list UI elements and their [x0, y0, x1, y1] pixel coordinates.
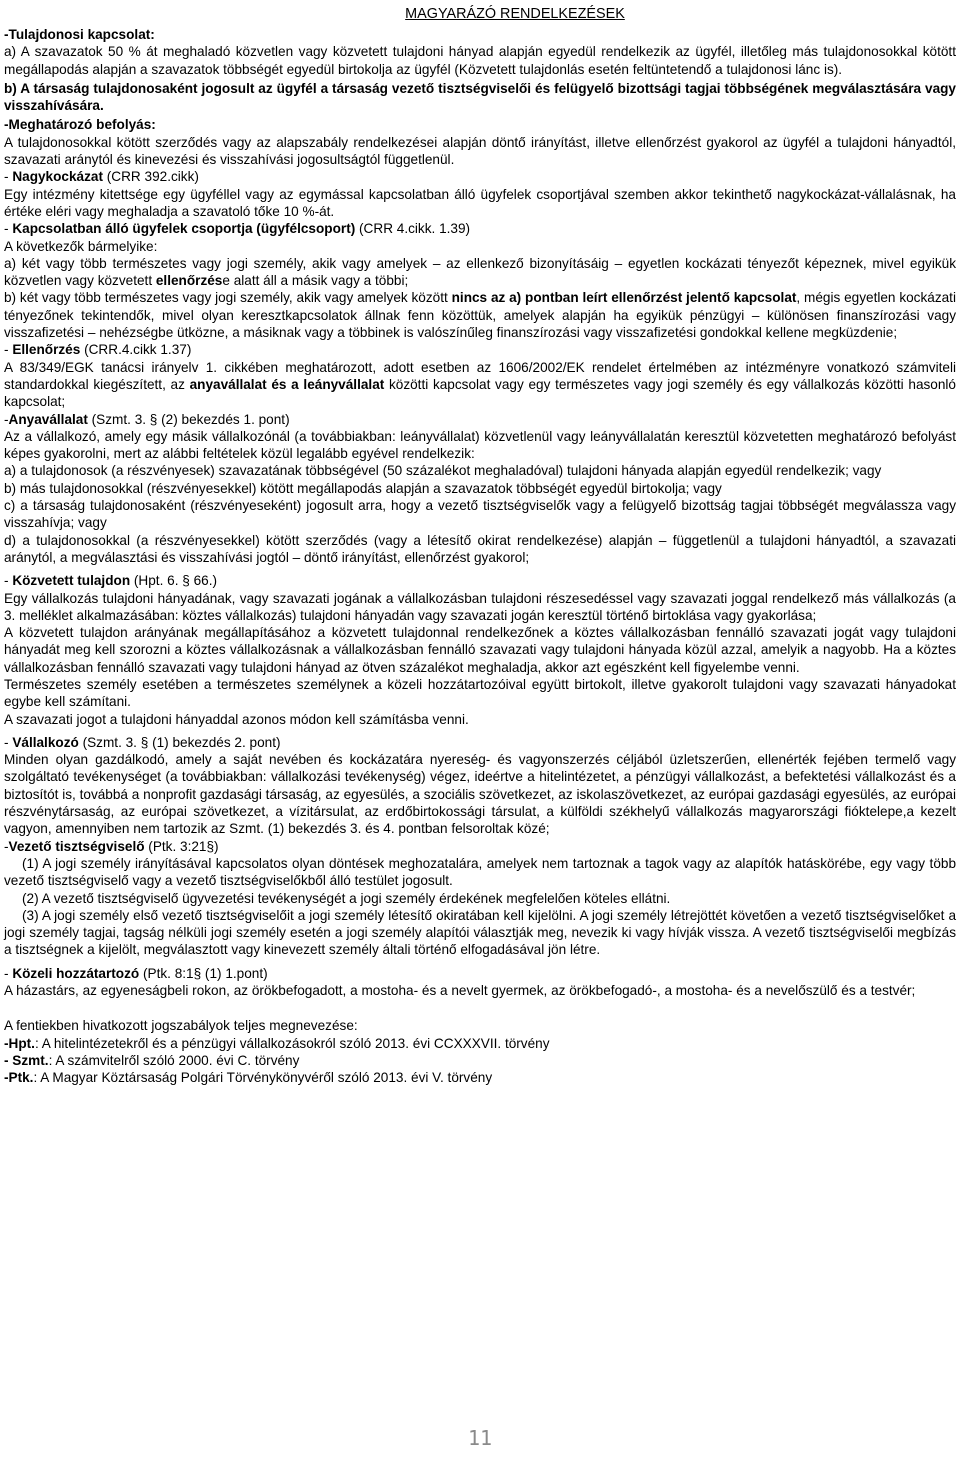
section-heading-control: - Ellenőrzés (CRR.4.cikk 1.37) — [4, 342, 192, 358]
term-close-relative: Közeli hozzátartozó — [12, 965, 140, 981]
section-heading-large-exposure: - Nagykockázat (CRR 392.cikk) — [4, 169, 199, 185]
law-ptk: -Ptk.: A Magyar Köztársaság Polgári Törvénykönyvéről szóló 2013. évi V. törvény — [4, 1070, 493, 1086]
term-control: Ellenőrzés — [12, 342, 81, 358]
term-client-group: Kapcsolatban álló ügyfelek csoportja (ügyfélcsoport) — [12, 221, 356, 237]
parent-company-intro: Az a vállalkozó, amely egy másik vállalkozónál (a továbbiakban: leányvállalat) közvetlenül vagy leányvállalatán keresztül közvetetten meghatározó befolyást képes gyakorolni, mert az alábbi feltételek közül legalább egyével rendelkezik: — [4, 428, 956, 462]
client-group-intro: A következők bármelyike: — [4, 238, 158, 254]
term-parent-company: Anyavállalat — [8, 411, 88, 427]
section-heading-indirect-ownership: - Közvetett tulajdon (Hpt. 6. § 66.) — [4, 573, 218, 589]
large-exposure-text: Egy intézmény kitettsége egy ügyféllel vagy az egymással kapcsolatban álló ügyfelek csoportjával szemben akkor tekinthető nagykockázat-vállalásnak, ha értéke eléri vagy meghaladja a szavatoló tőke 10 %-át. — [4, 186, 956, 219]
indirect-ownership-paragraph: A közvetett tulajdon arányának megállapításához a közvetett tulajdonnal rendelkezőnek a köztes vállalkozásban fennálló szavazati jogát vagy tulajdoni hányadát meg kell szorozni a köztes vállalkozásnak a vállalkozásban fennálló szavazati vagy tulajdoni hányada közül azzal, amelyik a nagyobb. Ha a köztes vállalkozásban fennálló szavazati vagy tulajdoni hányad az ötven százalékot meghaladja, akkor azt egészként kell figyelembe venni. — [4, 625, 956, 675]
executive-officer-item: (1) A jogi személy irányításával kapcsolatos olyan döntések meghozatalára, amelyek nem tartoznak a tagok vagy az alapítók hatáskörébe, egy vagy több vezető tisztségviselő vagy a vezető tisztségviselőkből álló testület jogosult. — [4, 855, 956, 889]
term-large-exposure: Nagykockázat — [12, 169, 103, 185]
page-number: 11 — [467, 1426, 493, 1450]
parent-company-item: c) a társaság tulajdonosaként (részvényeseként) jogosult arra, hogy a vezető tisztségviselők vagy a felügyelő bizottság tagjai többségét megválassza vagy visszahívja; vagy — [4, 498, 956, 531]
law-hpt: -Hpt.: A hitelintézetekről és a pénzügyi vállalkozásokról szóló 2013. évi CCXXXVII. törvény — [4, 1035, 550, 1051]
parent-company-item: a) a tulajdonosok (a részvényesek) szavazatának többségével (50 százalékot meghaladóval) tulajdoni hányada alapján egyedül rendelkezik; vagy — [4, 463, 882, 479]
client-group-point-b: b) két vagy több természetes vagy jogi személy, akik vagy amelyek között nincs az a) pontban leírt ellenőrzést jelentő kapcsolat, mégis egyetlen kockázati tényezőnek tekintendők, mivel olyan keresztkapcsolatok állnak fenn közöttük, amelyek alapján ha egyikük pénzügyi – különösen finanszírozási vagy visszafizetési – nehézségbe ütközne, a másiknak vagy a többinek is valószínűleg finanszírozási vagy visszafizetési gondokkal kellene megküzdenie; — [4, 290, 956, 341]
section-heading-entrepreneur: - Vállalkozó (Szmt. 3. § (1) bekezdés 2. pont) — [4, 734, 281, 750]
control-text: A 83/349/EGK tanácsi irányelv 1. cikkében meghatározott, adott esetben az 1606/2002/EK rendelet értelmében az intézményre vonatkozó számviteli standardokkal kiegészített, az anyavállalat és a leányvállalat közötti kapcsolat vagy egy természetes vagy jogi személy és egy vállalkozás közötti hasonló kapcsolat; — [4, 359, 956, 410]
section-heading-client-group: - Kapcsolatban álló ügyfelek csoportja (ügyfélcsoport) (CRR 4.cikk. 1.39) — [4, 221, 471, 237]
term-entrepreneur: Vállalkozó — [12, 734, 79, 750]
client-group-point-a: a) két vagy több természetes vagy jogi személy, akik vagy amelyek – az ellenkező bizonyításáig – egyetlen kockázati tényezőt képeznek, mivel egyikük közvetlen vagy közvetett ellenőrzése alatt áll a másik vagy a többi; — [4, 255, 956, 289]
term-executive-officer: Vezető tisztségviselő — [8, 838, 145, 854]
ownership-point-a: a) A szavazatok 50 % át meghaladó közvetlen vagy közvetett tulajdoni hányad alapján egyedül rendelkezik az ügyfél, illetőleg más tulajdonosokkal kötött megállapodás alapján a szavazatok többségét egyedül birtokolja az ügyfél (Közvetett tulajdonlás esetén feltüntetendő a tulajdonosi lánc is). — [4, 44, 956, 77]
close-relative-text: A házastárs, az egyeneságbeli rokon, az örökbefogadott, a mostoha- és a nevelt gyermek, az örökbefogadó-, a mostoha- és a nevelőszülő és a testvér; — [4, 983, 916, 999]
executive-officer-item: (3) A jogi személy első vezető tisztségviselőit a jogi személy létesítő okiratában kell kijelölni. A jogi személy létrejöttét követően a vezető tisztségviselőket a jogi személy tagjai, tagság nélküli jogi személy esetén a jogi személy alapítói választják meg, nevezik ki vagy hívják vissza. A vezető tisztségviselői megbízás a tisztségnek a kijelölt, megválasztott vagy kinevezett személy általi történő elfogadásával jön létre. — [4, 907, 956, 958]
section-heading-decisive-influence: -Meghatározó befolyás: — [4, 117, 156, 133]
laws-intro: A fentiekben hivatkozott jogszabályok teljes megnevezése: — [4, 1018, 358, 1034]
parent-company-item: b) más tulajdonosokkal (részvényesekkel) kötött megállapodás alapján a szavazatok többségét egyedül birtokolja; vagy — [4, 480, 722, 496]
section-heading-close-relative: - Közeli hozzátartozó (Ptk. 8:1§ (1) 1.pont) — [4, 965, 268, 981]
decisive-influence-text: A tulajdonosokkal kötött szerződés vagy az alapszabály rendelkezései alapján döntő irányítást, illetve ellenőrzést gyakorol az ügyfél a tulajdoni hányadtól, szavazati aránytól és kinevezési és visszahívási jogosultságtól függetlenül. — [4, 134, 956, 168]
executive-officer-item: (2) A vezető tisztségviselő ügyvezetési tevékenységét a jogi személy érdekének megfelelően köteles ellátni. — [22, 890, 671, 906]
section-heading-executive-officer: -Vezető tisztségviselő (Ptk. 3:21§) — [4, 838, 219, 854]
indirect-ownership-paragraph: Természetes személy esetében a természetes személynek a közeli hozzátartozóival együtt birtokolt, illetve gyakorolt tulajdoni vagy szavazati hányadokat egybe kell számítani. — [4, 676, 956, 710]
indirect-ownership-paragraph: A szavazati jogot a tulajdoni hányaddal azonos módon kell számításba venni. — [4, 711, 469, 727]
entrepreneur-text: Minden olyan gazdálkodó, amely a saját nevében és kockázatára nyereség- és vagyonszerzés céljából üzletszerűen, ellenérték fejében termelő vagy szolgáltató tevékenységet (a továbbiakban: vállalkozási tevékenység) végez, ideértve a hitelintézetet, a pénzügyi vállalkozást, a befektetési vállalkozást és a biztosítót is, továbbá a nonprofit gazdasági társaság, az egyesülés, a szociális szövetkezet, az iskolaszövetkezet, az európai gazdasági egyesülés, az európai részvénytársaság, az európai szövetkezet, a vízitársulat, az erdőbirtokossági társulat, a külföldi székhelyű vállalkozás magyarországi fióktelepe,a kezelt vagyon, amennyiben nem tartozik az Szmt. (1) bekezdés 3. és 4. pontban felsoroltak közé; — [4, 752, 956, 837]
document-page — [4, 6, 956, 1087]
parent-company-item: d) a tulajdonosokkal (a részvényesekkel) kötött szerződés (vagy a létesítő okirat rendelkezése) alapján – függetlenül a tulajdoni hányadtól, a szavazati aránytól, a megválasztási és visszahívási jogtól – döntő irányítást, ellenőrzést gyakorol; — [4, 532, 956, 565]
term-indirect-ownership: Közvetett tulajdon — [12, 573, 131, 589]
section-heading-parent-company: -Anyavállalat (Szmt. 3. § (2) bekezdés 1. pont) — [4, 411, 290, 427]
indirect-ownership-paragraph: Egy vállalkozás tulajdoni hányadának, vagy szavazati jogának a vállalkozásban tulajdoni részesedéssel vagy szavazati joggal rendelkező más vállalkozás (a 3. melléklet alkalmazásában: köztes vállalkozás) tulajdoni hányadán vagy szavazati jogán keresztül történő birtoklása vagy gyakorlása; — [4, 590, 956, 623]
ownership-point-b: b) A társaság tulajdonosaként jogosult az ügyfél a társaság vezető tisztségviselői és felügyelő bizottsági tagjai többségének megválasztására vagy visszahívására. — [4, 80, 956, 114]
section-heading-ownership: -Tulajdonosi kapcsolat: — [4, 27, 155, 42]
page-title: MAGYARÁZÓ RENDELKEZÉSEK — [405, 6, 625, 22]
law-szmt: - Szmt.: A számvitelről szóló 2000. évi C. törvény — [4, 1052, 300, 1068]
